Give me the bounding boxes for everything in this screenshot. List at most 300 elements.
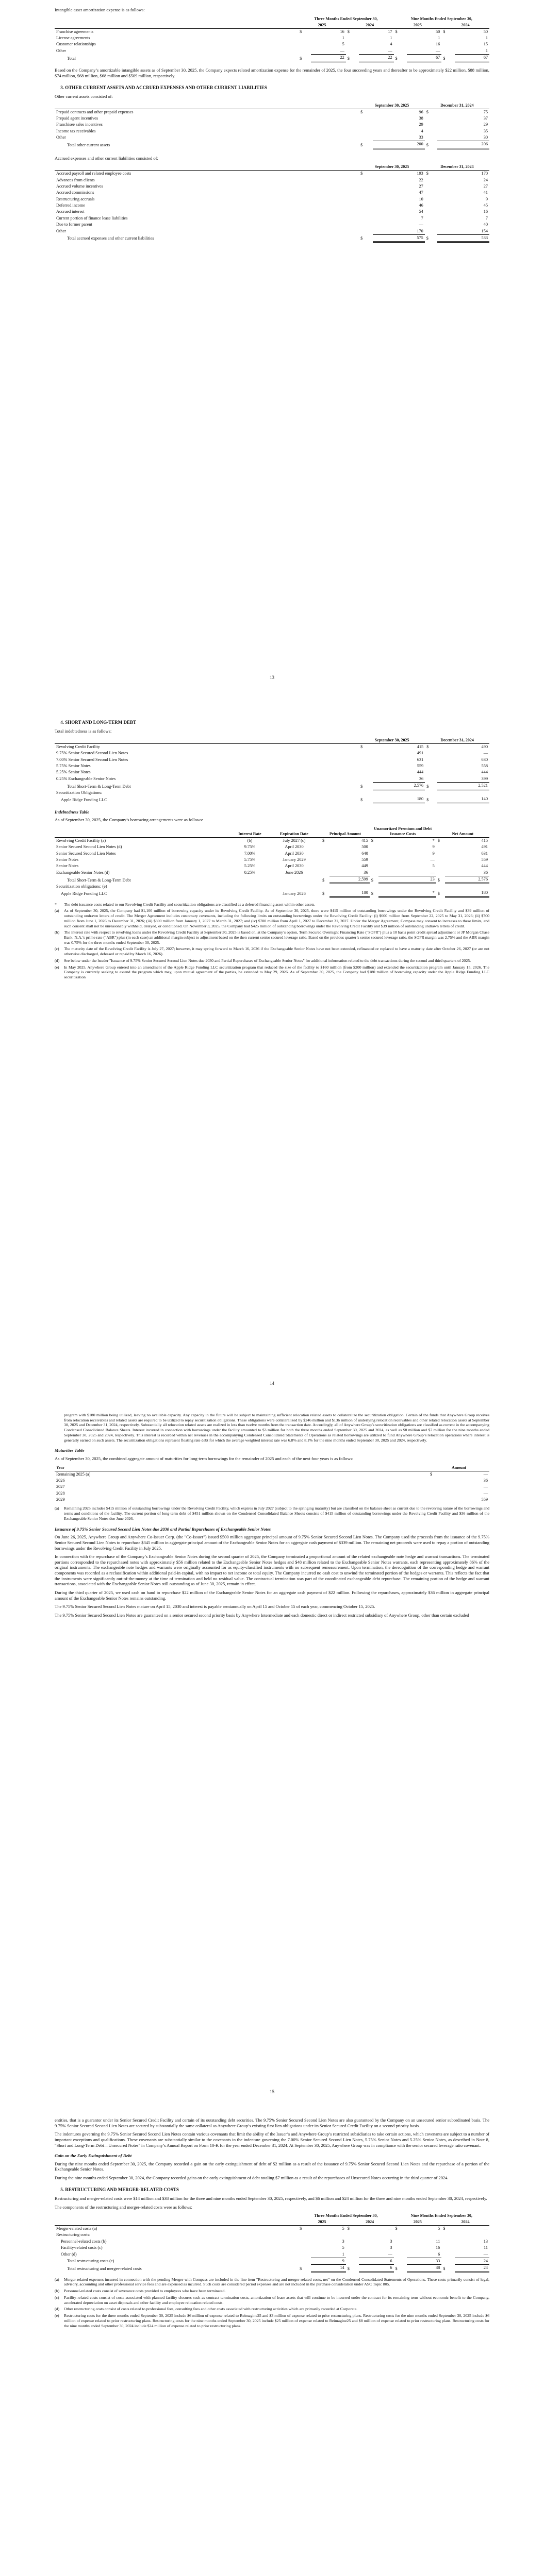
cell-value: 491 (417, 751, 424, 756)
total-row (55, 2258, 489, 2264)
footnote-marker: (c) (55, 2295, 59, 2300)
cell-value: 193 (417, 171, 423, 176)
interest-rate (232, 876, 268, 884)
row-label: Accrued commissions (56, 190, 94, 195)
table-row (55, 134, 489, 141)
cell-value: 1 (311, 2251, 345, 2258)
cell-value: 200 (373, 141, 425, 148)
cell-value: 33 (407, 2258, 441, 2264)
column-group-header: Three Months Ended September 30, (314, 16, 378, 21)
table-row (55, 1497, 489, 1503)
section-label-row (55, 2232, 489, 2238)
cell-value: 9 (432, 851, 435, 856)
cell-value: 27 (483, 184, 488, 189)
cell-value: 2,576 (445, 876, 489, 884)
table-row (55, 128, 489, 134)
maturities-intro: As of September 30, 2025, the combined aggregate amount of maturities for long-term borrowings for the remainder of 2025 and each of the next four years is as follows: (55, 1456, 354, 1462)
column-header: 2025 (394, 2219, 442, 2226)
table-row (55, 763, 489, 769)
currency-symbol (321, 863, 329, 869)
cell-value: 5 (432, 863, 435, 869)
currency-symbol: $ (322, 838, 325, 843)
currency-symbol: $ (360, 797, 363, 802)
cell-value: 558 (481, 763, 488, 768)
cell-value: 6 (359, 2265, 393, 2272)
currency-symbol: $ (443, 56, 446, 61)
cell-value: * (378, 890, 436, 897)
cell-value: 36 (419, 776, 424, 781)
row-label: 7.00% Senior Secured Second Lien Notes (56, 757, 128, 762)
table-header (55, 737, 489, 744)
row-label: Due to former parent (56, 222, 92, 227)
row-label: Personnel-related costs (b) (61, 2239, 107, 2244)
row-label: Franchise agreements (56, 29, 94, 34)
row-label: Exchangeable Senior Notes (d) (56, 870, 110, 875)
footnote (55, 2289, 489, 2294)
row-label: Facility-related costs (c) (61, 2245, 103, 2250)
table-row (55, 202, 489, 209)
cell-value: 96 (419, 109, 423, 114)
footnote-marker: (d) (55, 2307, 60, 2312)
page-16 (0, 2110, 544, 2576)
cell-value: * (432, 838, 435, 843)
table-row (55, 190, 489, 196)
cell-value: 1 (390, 35, 392, 40)
cell-value: 17 (388, 29, 392, 34)
currency-symbol: $ (371, 877, 373, 883)
row-label: Accrued payroll and related employee costs (56, 171, 131, 176)
currency-symbol (394, 48, 407, 55)
footnote-marker: (e) (55, 964, 59, 970)
row-label: Total Short-Term & Long-Term Debt (67, 784, 131, 789)
maturities-note-a: Remaining 2025 includes $415 million of outstanding borrowings under the Revolving Credit Facility, which expires in July 2027 (subject to the springing maturity) but are classified on the balance sheet as current due to the revolving nature of the borrowings and terms and conditions of the facility. The current portion of long-term debt of $451 million shown on the Condensed Consolidated Balance Sheets consists of $415 million of outstanding borrowings under the Revolving Credit Facility and $36 million of the Exchangeable Senior Notes due June 2026. (64, 1506, 489, 1521)
section-label-row (55, 884, 489, 890)
cell-value: 9 (311, 2258, 345, 2264)
table-row (55, 1490, 489, 1497)
cell-value: 399 (481, 776, 488, 781)
footnote-text: Facility-related costs consist of costs associated with planned facility closures such as contract termination costs, amortization of lease assets that will continue to be incurred under the contract for its remaining term without economic benefit to the Company, accelerated depreciation on asset disposals and other facility and employee relocation related costs. (64, 2295, 489, 2305)
column-header: Expiration Date (268, 826, 321, 838)
column-header: Interest Rate (232, 826, 268, 838)
currency-symbol (428, 1490, 437, 1497)
cell-value: 16 (435, 2245, 440, 2250)
restructuring-paragraph-1: Restructuring and merger-related costs were $14 million and $38 million for the three and nine months ended September 30, 2025, respectively, and $6 million and $24 million for the three and nine months ended September 30, 2024, respectively. (55, 2195, 487, 2201)
cell-value: — (430, 857, 435, 862)
cell-value: 5 (438, 2226, 440, 2231)
table-row (55, 844, 489, 850)
row-label: Securitization Obligations: (56, 790, 103, 795)
currency-symbol (425, 183, 437, 190)
currency-symbol: $ (395, 29, 398, 34)
cell-value: 35 (483, 128, 488, 133)
cell-value: 41 (483, 190, 488, 195)
currency-symbol: $ (360, 109, 363, 114)
currency-symbol (359, 769, 373, 775)
footnote (55, 2277, 489, 2287)
currency-symbol (298, 2239, 311, 2245)
expiration-date: June 2026 (285, 870, 303, 875)
currency-symbol (441, 2239, 454, 2245)
row-label: Customer relationships (56, 42, 96, 47)
cell-value: 1 (455, 48, 489, 55)
section-3-heading (55, 85, 489, 91)
currency-symbol (298, 2251, 311, 2258)
cell-value: 415 (481, 838, 488, 843)
table-row (55, 769, 489, 775)
footnote-marker: (b) (55, 930, 60, 935)
currency-symbol (359, 228, 373, 235)
cell-value: — (407, 48, 441, 55)
currency-symbol (370, 857, 378, 863)
cell-value: 6 (407, 2251, 441, 2258)
table-row (55, 2226, 489, 2232)
table-row (55, 750, 489, 756)
cell-value: 180 (445, 890, 489, 897)
currency-symbol (425, 134, 437, 141)
currency-symbol (298, 2258, 311, 2264)
currency-symbol: $ (300, 2266, 302, 2271)
cell-value: 38 (407, 2265, 441, 2272)
row-label: Securitization obligations: (e) (56, 884, 107, 889)
row-label: Total restructuring costs (e) (67, 2259, 114, 2264)
currency-symbol (441, 35, 454, 41)
currency-symbol (394, 41, 407, 47)
cell-value: 5 (342, 42, 344, 47)
row-label: 2026 (56, 1478, 65, 1483)
cell-value: — (359, 2251, 393, 2258)
currency-symbol (346, 2258, 359, 2264)
currency-symbol (298, 35, 311, 41)
cell-value: 14 (311, 2265, 345, 2272)
cell-value: 500 (361, 844, 368, 850)
currency-symbol (370, 870, 378, 876)
currency-symbol (425, 202, 437, 209)
footnote-text: Merger-related expenses incurred in connection with the pending Merger with Compass are included in the line item "Restructuring and merger-related costs, net" on the Condensed Consolidated Statements of Operations. These costs primarily consist of legal, advisory, accounting and other professional service fees and are expensed as incurred. Such costs are considered period expenses and are not included in the purchase consideration under ASC Topic 805. (64, 2277, 489, 2287)
currency-symbol (428, 1478, 437, 1484)
cell-value: 4 (421, 128, 423, 133)
row-label: Prepaid contracts and other prepaid expenses (56, 109, 134, 114)
cell-value: 36 (445, 870, 489, 876)
row-label: Merger-related costs (a) (56, 2226, 97, 2231)
accrued-expenses-intro: Accrued expenses and other current liabilities consisted of: (55, 155, 158, 161)
footnote-text: The debt issuance costs related to our Revolving Credit Facility and securitization obligations are classified as a deferred financing asset within other assets. (64, 902, 316, 907)
expiration-date: January 2026 (283, 891, 306, 896)
currency-symbol (425, 177, 437, 183)
cell-value: 24 (455, 2265, 489, 2272)
cell-value: 575 (373, 234, 425, 242)
borrowing-arrangements-table (55, 826, 489, 898)
table-header (55, 164, 489, 171)
section-4-heading (55, 720, 489, 725)
currency-symbol (441, 2258, 454, 2264)
currency-symbol (425, 115, 437, 122)
currency-symbol: $ (395, 56, 398, 61)
currency-symbol: $ (437, 838, 440, 843)
currency-symbol (394, 2258, 407, 2264)
currency-symbol (428, 1497, 437, 1503)
cell-value: 50 (435, 29, 440, 34)
currency-symbol (359, 128, 373, 134)
currency-symbol (346, 48, 359, 55)
column-header: 2024 (346, 2219, 394, 2226)
other-current-assets-intro: Other current assets consisted of: (55, 93, 113, 99)
expiration-date: July 2027 (c) (283, 838, 306, 843)
cell-value: 50 (483, 29, 488, 34)
currency-symbol (436, 844, 445, 850)
cell-value: 206 (437, 141, 489, 148)
table-row (55, 35, 489, 41)
page-number: 15 (270, 2089, 274, 2094)
covenants-paragraph: The indentures governing the 9.75% Senior Secured Second Lien Notes contain various covenants that limit the ability of the Issuer’s and Anywhere Group’s restricted subsidiaries to take certain actions, which covenants are subject to a number of important exceptions and qualifications. These covenants are substantially similar to the covenants in the indenture governing the 7.00% Senior Secured Second Lien Notes, 5.75% Senior Notes and 5.25% Senior Notes, as described in Note 8, "Short and Long-Term Debt—Unsecured Notes" in Company’s Annual Report on Form 10-K for the year ended December 31, 2024. At September 30, 2025, Anywhere Group was in compliance with the senior secured leverage ratio covenant. (55, 2131, 489, 2148)
cell-value: 2,599 (329, 876, 369, 884)
table-row (55, 115, 489, 122)
cell-value: 38 (419, 115, 423, 121)
footnote-marker: (e) (55, 2313, 59, 2318)
expiration-date (268, 876, 321, 884)
row-label: Other (56, 135, 66, 140)
cell-value: 15 (483, 42, 488, 47)
row-label: Apple Ridge Funding LLC (61, 891, 107, 896)
cell-value: 67 (407, 55, 441, 62)
section-4-number: 4. (60, 720, 64, 725)
table-row (55, 837, 489, 844)
table-row (55, 215, 489, 222)
row-label: Other (d) (61, 2252, 77, 2257)
currency-symbol (436, 857, 445, 863)
table-row (55, 228, 489, 235)
issuance-paragraph-3: During the third quarter of 2025, we used cash on hand to repurchase $22 million of the Exchangeable Senior Notes for an aggregate cash payment of $22 million. Following the repurchases, approximately $36 million in aggregate principal amount of the Exchangeable Senior Notes remains outstanding. (55, 1589, 489, 1601)
currency-symbol: $ (426, 784, 429, 789)
footnote (55, 946, 489, 956)
footnote (55, 2295, 489, 2305)
row-label: Total (67, 56, 76, 61)
currency-symbol: $ (360, 171, 363, 176)
column-header: September 30, 2025 (359, 103, 425, 109)
row-label: Senior Secured Second Lien Notes (d) (56, 844, 122, 850)
table-row (55, 1478, 489, 1484)
currency-symbol (394, 2245, 407, 2251)
footnote (55, 2313, 489, 2328)
currency-symbol: $ (426, 171, 428, 176)
table-row (55, 776, 489, 783)
footnote-marker: (a) (55, 2277, 59, 2282)
row-label: 9.75% Senior Secured Second Lien Notes (56, 751, 128, 756)
column-header: Amount (428, 1465, 489, 1471)
gain-paragraph-2: During the nine months ended September 30, 2024, the Company recorded gains on the early extinguishment of debt totaling $7 million as a result of the repurchases of Unsecured Notes occurring in the third quarter of 2024. (55, 2175, 449, 2180)
row-label: License agreements (56, 35, 90, 40)
issuance-paragraph-4: The 9.75% Senior Secured Second Lien Notes mature on April 15, 2030 and interest is payable semiannually on April 15 and October 15 of each year, commencing October 15, 2025. (55, 1604, 375, 1609)
table-row (55, 743, 489, 750)
section-5-number: 5. (60, 2187, 64, 2192)
cell-value: 170 (481, 171, 488, 176)
cell-value: 47 (419, 190, 423, 195)
currency-symbol: $ (437, 877, 440, 883)
table-row (55, 109, 489, 115)
table-row (55, 857, 489, 863)
footnote (55, 965, 489, 980)
cell-value: 45 (483, 203, 488, 208)
cell-value: 415 (417, 744, 424, 749)
cell-value: 2,521 (437, 783, 489, 790)
currency-symbol: $ (443, 29, 446, 34)
row-label: Current portion of finance lease liabilities (56, 215, 128, 221)
currency-symbol (359, 190, 373, 196)
currency-symbol (298, 48, 311, 55)
currency-symbol: $ (426, 109, 428, 114)
cell-value: 140 (437, 796, 489, 803)
column-header: Unamortized Premium and Debt Issuance Costs (370, 826, 436, 838)
debt-intro: Total indebtedness is as follows: (55, 728, 112, 734)
currency-symbol (394, 2239, 407, 2245)
currency-symbol (359, 202, 373, 209)
amortization-paragraph: Based on the Company’s amortizable intangible assets as of September 30, 2025, the Company expects related amortization expense for the remainder of 2025, the four succeeding years and thereafter to be approximately $22 million, $88 million, $74 million, $68 million, $68 million and $509 million, respectively. (55, 67, 489, 79)
page-number: 13 (270, 675, 274, 680)
row-label: Total restructuring and merger-related costs (67, 2266, 142, 2271)
currency-symbol (425, 757, 437, 763)
cell-value: 631 (481, 851, 488, 856)
row-label: Franchisee sales incentives (56, 122, 103, 127)
expiration-date: April 2030 (285, 863, 304, 869)
row-label: Deferred income (56, 203, 85, 208)
footnote (55, 908, 489, 928)
currency-symbol (346, 41, 359, 47)
currency-symbol (359, 183, 373, 190)
row-label: 2028 (56, 1490, 65, 1496)
cell-value: 33 (419, 134, 423, 140)
page-number: 14 (270, 1381, 274, 1386)
table-row (55, 28, 489, 35)
currency-symbol (359, 776, 373, 783)
restructuring-paragraph-2: The components of the restructuring and merger-related costs were as follows: (55, 2204, 192, 2210)
table-row (55, 222, 489, 228)
cell-value: 9 (485, 196, 488, 201)
cell-value: 67 (455, 55, 489, 62)
interest-rate: 5.25% (244, 863, 256, 869)
currency-symbol: $ (437, 891, 440, 896)
footnote (55, 902, 489, 907)
currency-symbol: $ (371, 838, 373, 843)
currency-symbol (428, 1484, 437, 1490)
column-group-header: Three Months Ended September 30, (314, 2213, 378, 2218)
currency-symbol (321, 851, 329, 857)
cell-value: 180 (373, 796, 425, 803)
total-indebtedness-table (55, 737, 489, 804)
table-row (55, 796, 489, 803)
footnote-marker: (c) (55, 946, 59, 952)
currency-symbol (425, 763, 437, 769)
currency-symbol: $ (300, 56, 302, 61)
currency-symbol (425, 215, 437, 222)
other-current-assets-table (55, 103, 489, 149)
table-row (55, 209, 489, 215)
section-label-row (55, 790, 489, 796)
column-group-header: Nine Months Ended September 30, (410, 16, 472, 21)
maturities-table (55, 1465, 489, 1503)
currency-symbol (298, 2245, 311, 2251)
total-row (55, 141, 489, 148)
currency-symbol (394, 35, 407, 41)
footnote-marker: (b) (55, 2289, 60, 2294)
page-15 (0, 1406, 544, 2110)
currency-symbol: $ (443, 2266, 446, 2271)
interest-rate: 5.75% (244, 857, 256, 862)
expiration-date: April 2030 (285, 851, 304, 856)
cell-value: 559 (481, 1497, 488, 1502)
cell-value: 24 (483, 177, 488, 182)
footnote-text: See below under the header "Issuance of 9.75% Senior Secured Second Lien Notes due 2030 and Partial Repurchases of Exchangeable Senior Notes" for additional information related to the debt transactions during the second and third quarters of 2025. (64, 958, 471, 963)
interest-rate (232, 890, 268, 897)
column-group-header: Nine Months Ended September 30, (410, 2213, 472, 2218)
currency-symbol (441, 48, 454, 55)
cell-value: 3 (390, 2245, 392, 2250)
maturities-footnote: (a) Remaining 2025 includes $415 million of outstanding borrowings under the Revolving Credit Facility, which expires in July 2027 (subject to the springing maturity) but are classified on the balance sheet as current due to the revolving nature of the borrowings and terms and conditions of the facility. The current portion of long-term debt of $451 million shown on the Condensed Consolidated Balance Sheets consists of $415 million of outstanding borrowings under the Revolving Credit Facility and $36 million of the Exchangeable Senior Notes due June 2026. (55, 1506, 489, 1521)
currency-symbol (321, 857, 329, 863)
currency-symbol (436, 863, 445, 869)
column-header: 2025 (298, 2219, 346, 2226)
issuance-paragraph-2: In connection with the repurchase of the Company’s Exchangeable Senior Notes during the second quarter of 2025, the Company terminated a proportional amount of the related exchangeable note hedge and warrant transactions. The terminated portions corresponded to the repurchased notes with approximately $56 million related to the Exchangeable Senior Notes hedges and $48 million related to the Exchangeable Senior Notes warrants, each representing approximately 86% of the original instruments. The exchangeable note hedges and warrants were originally accounted for as equity-classified instruments with no subsequent remeasurement. Upon termination, the derecognition of the corresponding hedge and warrant components was recorded as a reclassification within additional paid-in capital, with no impact to net income or total equity. The Company incurred no cash cost to unwind the terminated portion of the hedges or warrants. This reflects the fact that the instruments were significantly out-of-the-money at the time of termination and held no residual value. The contractual termination was part of the coordinated exchangeable debt repurchase. The remaining portion of the hedge and warrant transactions, associated with the Exchangeable Senior Notes still outstanding as of June 30, 2025, remain in effect. (55, 1554, 489, 1587)
cell-value: 449 (361, 863, 368, 869)
cell-value: — (483, 2226, 488, 2231)
currency-symbol: $ (347, 2266, 350, 2271)
currency-symbol (436, 870, 445, 876)
cell-value: 23 (378, 876, 436, 884)
page-15-content (55, 1413, 489, 1621)
cell-value: 16 (435, 42, 440, 47)
cell-value: — (378, 870, 436, 876)
column-header: Net Amount (436, 826, 489, 838)
row-label: Other (56, 48, 66, 54)
cell-value: — (311, 48, 345, 55)
cell-value: — (419, 222, 423, 227)
cell-value: 11 (436, 2239, 440, 2244)
cell-value: 630 (481, 757, 488, 762)
currency-symbol: $ (347, 2226, 350, 2231)
table-row (55, 863, 489, 869)
currency-symbol: $ (360, 142, 363, 147)
currency-symbol: $ (371, 891, 373, 896)
currency-symbol: $ (322, 891, 325, 896)
cell-value: 490 (481, 744, 488, 749)
total-row (55, 2265, 489, 2272)
currency-symbol (425, 128, 437, 134)
currency-symbol: $ (426, 744, 429, 749)
currency-symbol: $ (322, 877, 325, 883)
currency-symbol (359, 222, 373, 228)
cell-value: 559 (481, 857, 488, 862)
page-13 (0, 0, 544, 703)
table-row (55, 2245, 489, 2251)
currency-symbol (346, 2245, 359, 2251)
currency-symbol: $ (426, 236, 428, 241)
restructuring-costs-table (55, 2213, 489, 2273)
footnote-marker: (d) (55, 958, 60, 963)
cell-value: 170 (417, 228, 423, 233)
cell-value: 1 (438, 35, 440, 40)
table-row (55, 2251, 489, 2258)
currency-symbol (425, 769, 437, 775)
row-label: 5.75% Senior Notes (56, 763, 91, 768)
row-label: 2027 (56, 1484, 65, 1489)
footnote-text: Restructuring costs for the three months ended September 30, 2025 include $6 million of expense related to Reimagine25 and $3 million of expense related to prior restructuring plans. Restructuring costs for the nine months ended September 30, 2025 include $6 million of expense related to prior restructuring plans. Restructuring costs for the nine months ended September 30, 2025 include $25 million of expense related to Reimagine25 and $8 million of expense related to prior restructuring plans. Restructuring costs for the nine months ended September 30, 2024 include $24 million of expense related to prior restructuring plans. (64, 2313, 489, 2328)
currency-symbol (394, 2251, 407, 2258)
cell-value: 27 (419, 184, 423, 189)
table-row (55, 48, 489, 55)
cell-value: 22 (359, 55, 393, 62)
cell-value: 7 (421, 215, 423, 221)
currency-symbol (359, 763, 373, 769)
currency-symbol: $ (360, 744, 363, 749)
cell-value: 631 (417, 757, 424, 762)
